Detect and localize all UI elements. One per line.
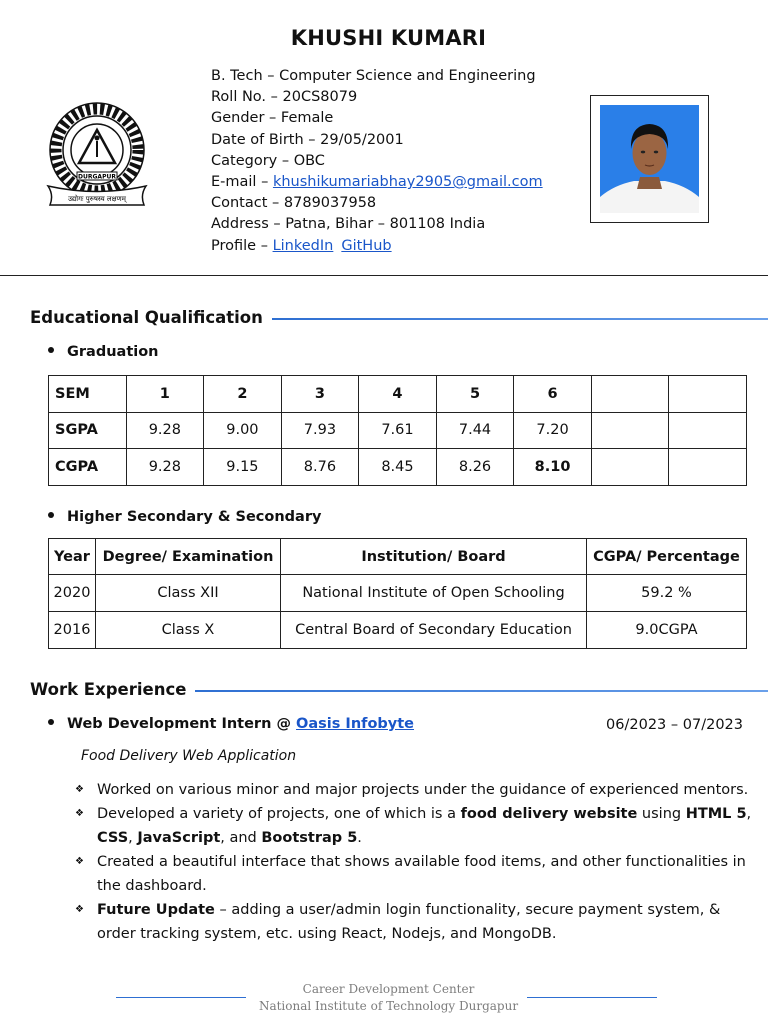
table-cell [669,412,747,449]
table-header: Institution/ Board [281,539,587,575]
personal-info [211,66,543,257]
table-row [49,376,747,413]
table-cell: 2016 [49,612,96,649]
diamond-bullet-icon: ❖ [75,784,84,795]
table-cell: 6 [514,376,592,413]
table-cell: 9.15 [204,449,282,486]
table-cell: 8.45 [359,449,437,486]
footer-line-2: National Institute of Technology Durgapur [258,999,519,1013]
list-item [75,898,755,946]
footer-line-1: Career Development Center [302,982,475,996]
point-text: Worked on various minor and major projects under the guidance of experienced mentors. [97,782,749,798]
logo-city-text: DURGAPUR [78,173,116,181]
project-title: Food Delivery Web Application [81,748,297,764]
point-bold: food delivery website [460,806,638,822]
table-cell: SEM [49,376,127,413]
info-dob [211,130,543,151]
table-cell: 59.2 % [587,575,747,612]
table-cell: 2 [204,376,282,413]
bullet-dot [48,347,54,353]
email-link[interactable]: khushikumariabhay2905@gmail.com [272,174,543,191]
point-bold: Bootstrap 5 [261,830,358,846]
footer-divider-right [527,997,657,998]
role-label: Web Development Intern @ [67,716,291,732]
table-row [49,449,747,486]
gender-value: Female [280,110,334,127]
list-item [75,850,755,898]
linkedin-link[interactable]: LinkedIn [272,237,334,254]
gender-label: Gender – [211,110,277,127]
diamond-bullet-icon: ❖ [75,904,84,915]
table-cell [591,412,669,449]
info-address [211,214,543,235]
contact-label: Contact – [211,195,280,212]
address-label: Address – [211,216,281,233]
graduation-table [48,375,747,486]
table-cell: 9.00 [204,412,282,449]
contact-value: 8789037958 [283,195,377,212]
candidate-name: KHUSHI KUMARI [290,26,487,50]
graduation-heading [48,344,159,360]
profile-label: Profile – [211,237,268,254]
table-cell [669,449,747,486]
table-cell: SGPA [49,412,127,449]
table-cell: 1 [126,376,204,413]
table-row [49,539,747,575]
point-bold: Future Update [97,902,215,918]
point-bold: HTML 5 [685,806,747,822]
table-cell: National Institute of Open Schooling [281,575,587,612]
table-cell: Class XII [96,575,281,612]
table-cell: 9.28 [126,412,204,449]
table-cell: 5 [436,376,514,413]
table-cell: 7.61 [359,412,437,449]
table-cell: 9.0CGPA [587,612,747,649]
institute-logo [44,93,150,223]
profile-photo [600,105,699,213]
company-link[interactable]: Oasis Infobyte [296,716,415,732]
github-link[interactable]: GitHub [341,237,392,254]
table-cell: 2020 [49,575,96,612]
table-cell: 4 [359,376,437,413]
roll-label: Roll No. – [211,89,278,106]
point-text: , [746,806,752,822]
degree-label: B. Tech – [211,68,275,84]
point-bold: CSS [97,830,129,846]
dob-value: 29/05/2001 [320,131,404,148]
table-cell: 7.20 [514,412,592,449]
dob-label: Date of Birth – [211,131,316,148]
table-cell: Class X [96,612,281,649]
table-header: Year [49,539,96,575]
internship-heading [48,716,414,732]
point-text: . [357,830,362,846]
info-category [211,151,543,172]
table-cell [669,376,747,413]
point-text: , [128,830,138,846]
table-row [49,412,747,449]
table-row [49,612,747,649]
bullet-dot [48,719,54,725]
category-label: Category – [211,152,290,169]
table-header: CGPA/ Percentage [587,539,747,575]
bullet-dot [48,512,54,518]
table-cell: 9.28 [126,449,204,486]
higher-secondary-label: Higher Secondary & Secondary [67,509,322,525]
table-cell [591,449,669,486]
info-email [211,172,543,193]
table-cell: Central Board of Secondary Education [281,612,587,649]
info-contact [211,193,543,214]
footer-divider-left [116,997,246,998]
diamond-bullet-icon: ❖ [75,808,84,819]
point-text: Developed a variety of projects, one of which is a [97,806,461,822]
point-text: using [637,806,686,822]
point-bold: JavaScript [137,830,221,846]
internship-dates: 06/2023 – 07/2023 [606,717,743,733]
table-cell: 7.93 [281,412,359,449]
table-cell: 8.10 [514,449,592,486]
higher-secondary-heading [48,509,321,525]
point-text: , and [220,830,262,846]
info-profile [211,236,543,257]
info-roll [211,87,543,108]
info-gender [211,108,543,129]
point-text: Created a beautiful interface that shows available food items, and other functionalities in the dashboard. [97,854,746,894]
education-divider [272,318,768,320]
work-divider [195,690,768,692]
list-item [75,778,755,802]
category-value: OBC [293,152,325,169]
work-section-title: Work Experience [30,680,187,699]
table-cell: 7.44 [436,412,514,449]
secondary-table [48,538,747,649]
table-cell: 3 [281,376,359,413]
photo-frame [590,95,709,223]
table-row [49,575,747,612]
table-cell: CGPA [49,449,127,486]
table-cell: 8.76 [281,449,359,486]
table-cell [591,376,669,413]
table-header: Degree/ Examination [96,539,281,575]
list-item [75,802,755,850]
info-degree [211,66,543,87]
degree-value: Computer Science and Engineering [279,68,536,84]
logo-motto-text: उद्योगः पुरुषस्य लक्षणम् [68,195,126,203]
diamond-bullet-icon: ❖ [75,856,84,867]
roll-value: 20CS8079 [282,89,358,106]
header-divider [0,275,768,276]
table-cell: 8.26 [436,449,514,486]
address-value: Patna, Bihar – 801108 India [285,216,486,233]
education-section-title: Educational Qualification [30,308,263,327]
point-text: – adding a user/admin login functionality, secure payment system, & order tracking system, etc. using React, Nodejs, and MongoDB. [97,902,721,942]
work-points [75,778,755,946]
graduation-label: Graduation [67,344,159,360]
email-label: E-mail – [211,174,269,191]
